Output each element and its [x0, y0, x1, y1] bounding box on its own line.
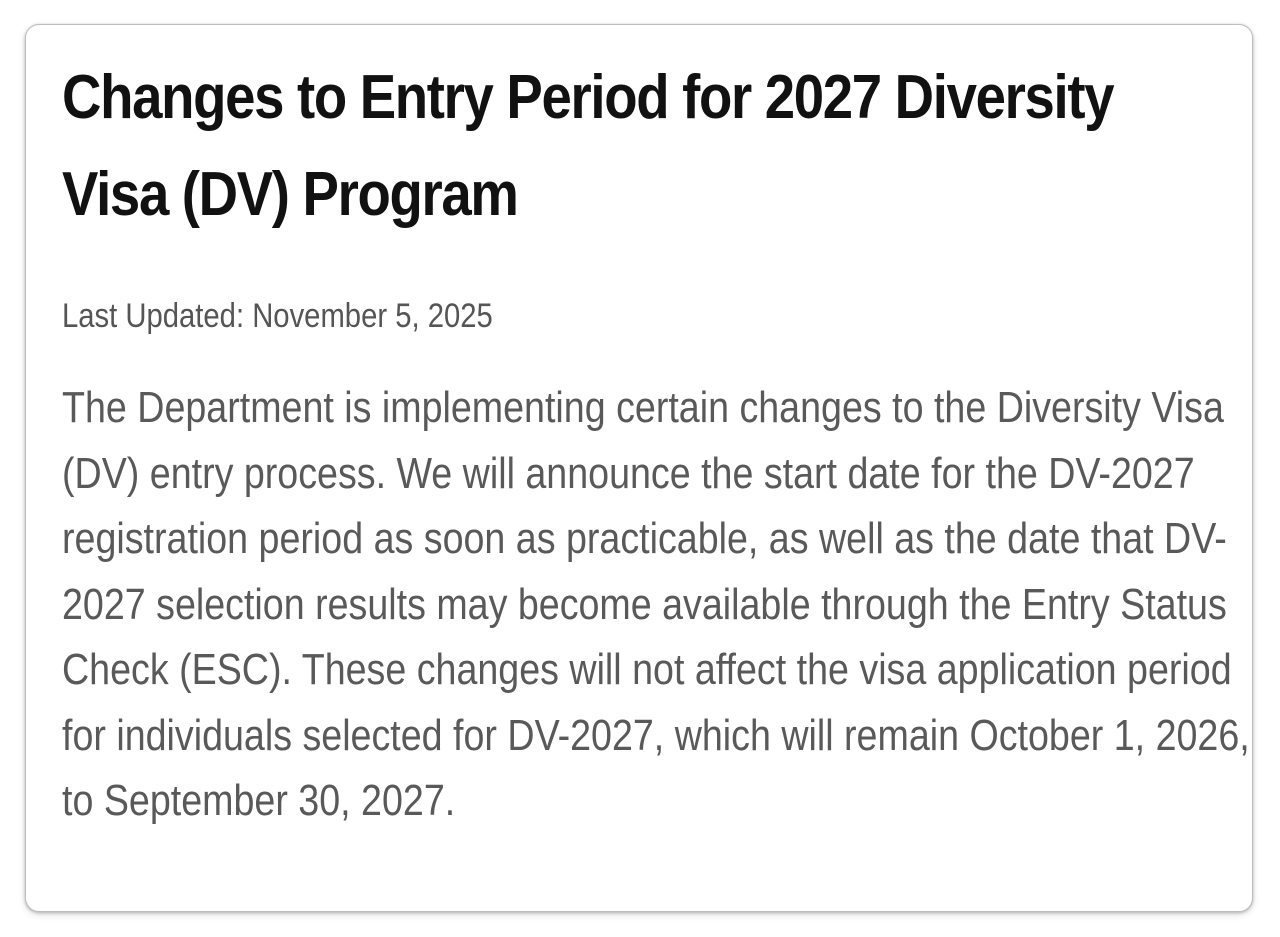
article-card: [25, 24, 1253, 912]
article-body: The Department is implementing certain changes to the Diversity Visa (DV) entry process. We will announce the start date for the DV-2027 registration period as soon as practicable, as well as the date that DV-2027 selection results may become available through the Entry Status Check (ESC). These changes will not affect the visa application period for individuals selected for DV-2027, which will remain October 1, 2026, to September 30, 2027.: [62, 383, 1250, 825]
last-updated-date: Last Updated: November 5, 2025: [62, 297, 493, 335]
article-title: Changes to Entry Period for 2027 Diversity Visa (DV) Program: [62, 63, 1114, 229]
